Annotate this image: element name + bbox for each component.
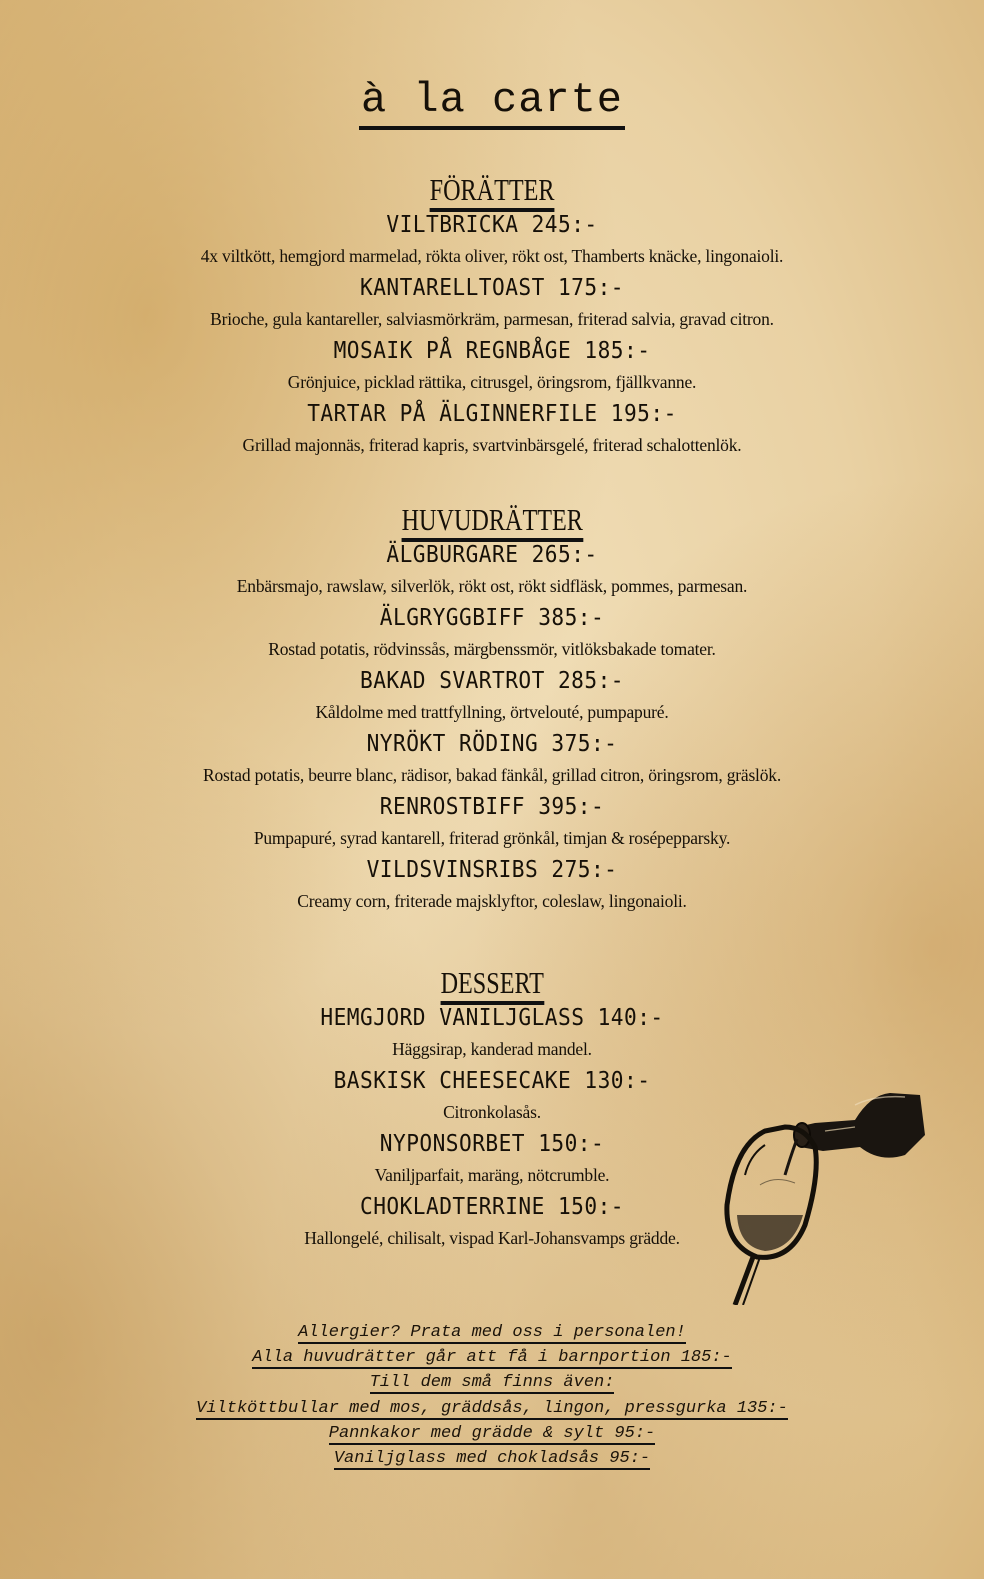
kids-menu-item: Viltköttbullar med mos, gräddsås, lingon, pressgurka 135:- [196,1398,788,1418]
dish-description: Creamy corn, friterade majsklyftor, coleslaw, lingonaioli. [297,891,687,911]
dish-name: HEMGJORD VANILJGLASS 140:- [320,1005,664,1031]
kids-menu-item: Vaniljglass med chokladsås 95:- [333,1449,651,1469]
dish-name: BAKAD SVARTROT 285:- [359,668,624,694]
dish-description: Hallongelé, chilisalt, vispad Karl-Johansvamps grädde. [304,1228,680,1248]
dish-description: Grillad majonnäs, friterad kapris, svartvinbärsgelé, friterad schalottenlök. [242,435,742,455]
dish-description: Rostad potatis, rödvinssås, märgbenssmör, vitlöksbakade tomater. [268,639,716,659]
child-portion-note: Alla huvudrätter går att få i barnportion 185:- [252,1348,732,1368]
dish-description: Pumpapuré, syrad kantarell, friterad grönkål, timjan & rosépepparsky. [253,828,731,848]
dish-name: RENROSTBIFF 395:- [379,794,605,820]
dish-name: ÄLGRYGGBIFF 385:- [379,605,605,631]
dish-description: Vaniljparfait, maräng, nötcrumble. [374,1165,610,1185]
section-forratter [0,172,984,462]
dish-description: Rostad potatis, beurre blanc, rädisor, bakad fänkål, grillad citron, öringsrom, gräslök. [203,765,781,785]
wine-pour-illustration-icon [705,1065,935,1305]
menu-title [0,72,984,128]
footer-notes [0,1320,984,1471]
dish-name: NYPONSORBET 150:- [379,1131,605,1157]
section-heading: DESSERT [440,965,543,1001]
dish-description: Citronkolasås. [443,1102,541,1122]
dish-description: Brioche, gula kantareller, salviasmörkräm, parmesan, friterad salvia, gravad citron. [210,309,774,329]
dish-name: BASKISK CHEESECAKE 130:- [333,1068,651,1094]
dish-name: KANTARELLTOAST 175:- [359,275,624,301]
dish-description: 4x viltkött, hemgjord marmelad, rökta oliver, rökt ost, Thamberts knäcke, lingonaioli. [200,246,784,266]
dish-description: Grönjuice, picklad rättika, citrusgel, öringsrom, fjällkvanne. [287,372,697,392]
menu-title-text: à la carte [359,76,625,130]
dish-name: MOSAIK PÅ REGNBÅGE 185:- [333,338,651,364]
dish-name: VILTBRICKA 245:- [386,212,598,238]
kids-menu-heading: Till dem små finns även: [369,1373,615,1393]
kids-menu-item: Pannkakor med grädde & sylt 95:- [328,1423,656,1443]
dish-description: Häggsirap, kanderad mandel. [392,1039,592,1059]
section-huvudratter [0,502,984,918]
dish-name: CHOKLADTERRINE 150:- [359,1194,624,1220]
section-heading: HUVUDRÄTTER [401,502,582,538]
dish-description: Kåldolme med trattfyllning, örtvelouté, pumpapuré. [315,702,669,722]
dish-name: VILDSVINSRIBS 275:- [366,857,618,883]
dish-description: Enbärsmajo, rawslaw, silverlök, rökt ost, rökt sidfläsk, pommes, parmesan. [236,576,748,596]
section-heading: FÖRÄTTER [430,172,555,208]
dish-name: TARTAR PÅ ÄLGINNERFILE 195:- [307,401,677,427]
allergy-note: Allergier? Prata med oss i personalen! [298,1323,686,1342]
dish-name: ÄLGBURGARE 265:- [386,542,598,568]
dish-name: NYRÖKT RÖDING 375:- [366,731,618,757]
